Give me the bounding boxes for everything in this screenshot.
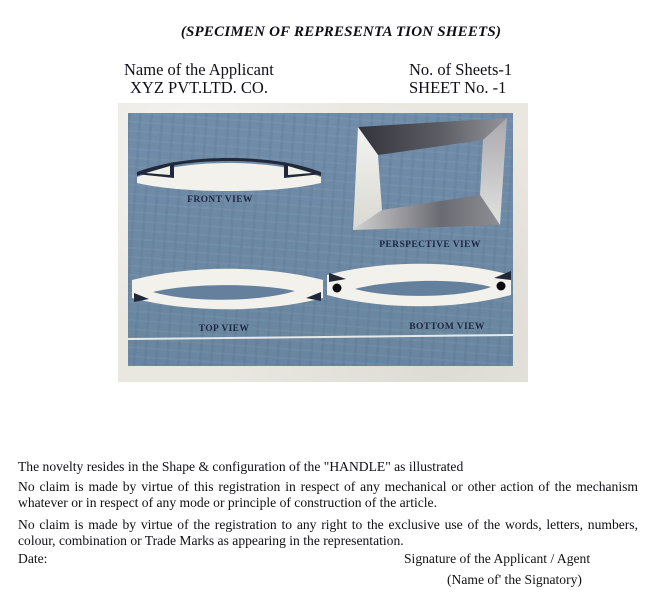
scan-scratch-line: [128, 334, 513, 340]
date-label: Date:: [18, 551, 48, 566]
applicant-name: XYZ PVT.LTD. CO.: [130, 78, 268, 97]
front-view-label: FRONT VIEW: [187, 195, 253, 205]
no-claim-mechanism-statement: No claim is made by virtue of this registration in respect of any mechanical or other action of the mechanism whatever or in respect of any mode or principle of construction of the article.: [18, 479, 638, 511]
bottom-view-drawing: [325, 258, 513, 310]
scanned-figure-area: [118, 103, 528, 382]
front-view-drawing: [134, 156, 324, 196]
top-view-drawing: [130, 262, 325, 314]
novelty-statement: The novelty resides in the Shape & configuration of the "HANDLE" as illustrated: [18, 459, 464, 474]
bottom-view-label: BOTTOM VIEW: [409, 322, 485, 332]
representation-panel: [128, 113, 513, 366]
top-view-label: TOP VIEW: [198, 324, 250, 334]
signatory-name-label: (Name of' the Signatory): [447, 572, 582, 587]
signature-label: Signature of the Applicant / Agent: [404, 551, 591, 566]
perspective-view-drawing: [350, 115, 510, 235]
no-claim-words-statement: No claim is made by virtue of the registration to any right to the exclusive use of the words, letters, numbers, colour, combination or Trade Marks as appearing in the representation.: [18, 517, 638, 549]
perspective-view-label: PERSPECTIVE VIEW: [379, 240, 481, 250]
applicant-label: Name of the Applicant: [124, 60, 274, 79]
sheets-count: No. of Sheets-1: [409, 60, 513, 79]
page-title: (SPECIMEN OF REPRESENTA TION SHEETS): [180, 24, 502, 40]
sheet-number: SHEET No. -1: [409, 78, 507, 97]
